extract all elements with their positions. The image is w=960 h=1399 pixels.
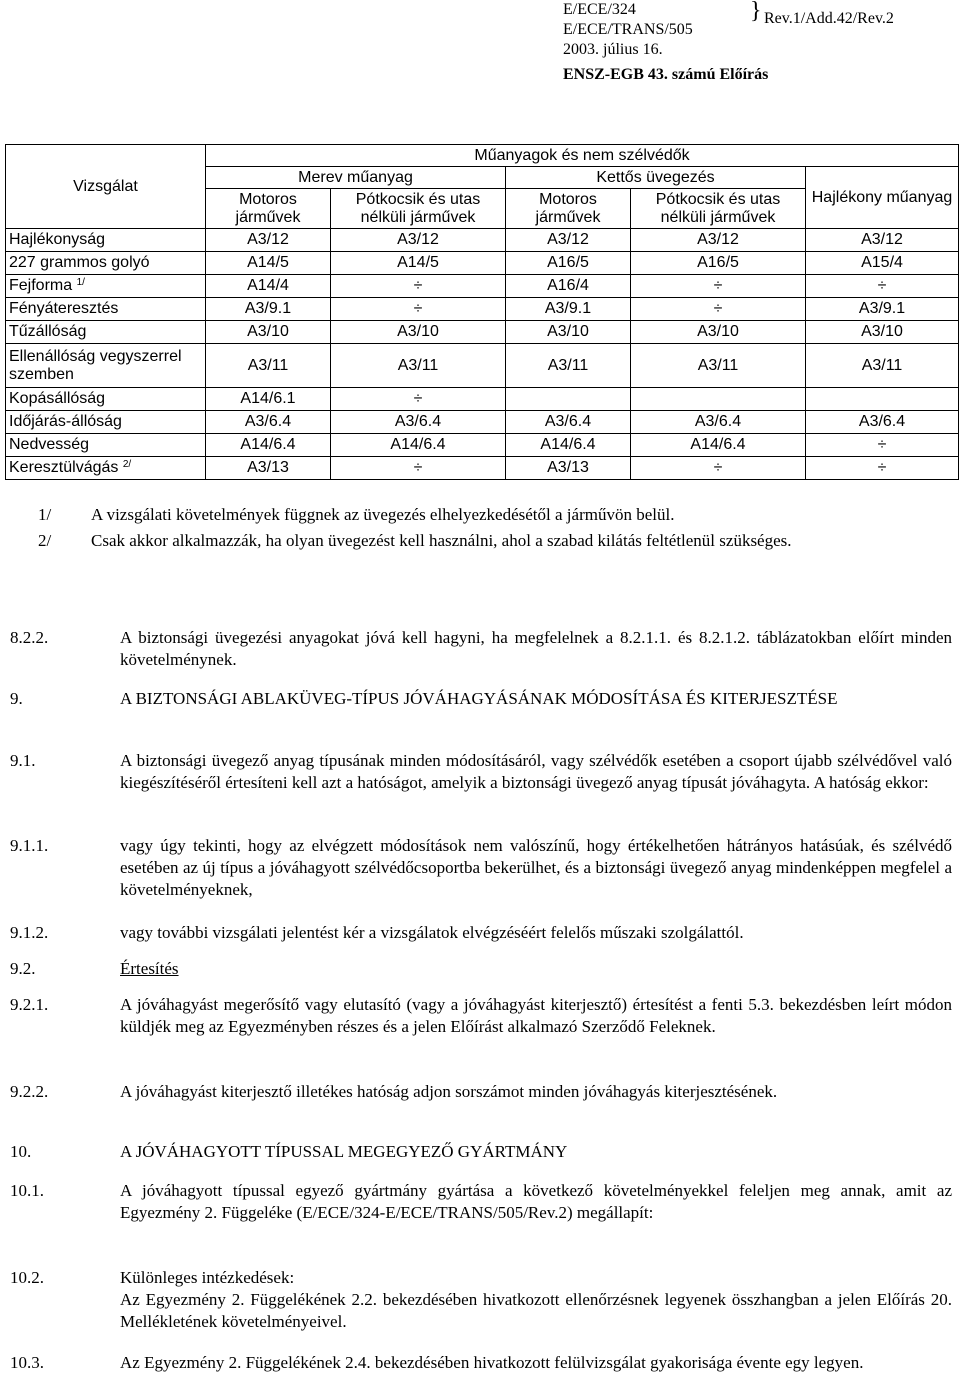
paragraph-9-1-1 [10,835,952,901]
table-cell: A14/5 [206,252,331,275]
table-cell: A3/10 [506,321,631,344]
paragraph-10-1 [10,1180,952,1224]
subsection-heading: Értesítés [120,959,179,978]
revision-label: Rev.1/Add.42/Rev.2 [764,10,894,27]
table-cell: ÷ [806,275,959,298]
table-cell: A3/9.1 [506,298,631,321]
row-label [6,344,206,388]
table-cell: A3/12 [631,229,806,252]
row-label-text: Kopásállóság [9,390,106,407]
table-row [6,344,959,388]
row-label [6,252,206,275]
header-trailer-1: Pótkocsik és utas nélküli járművek [331,189,506,229]
table-row [6,388,959,411]
section-heading: A BIZTONSÁGI ABLAKÜVEG-TÍPUS JÓVÁHAGYÁSÁNAK MÓDOSÍTÁSA ÉS KITERJESZTÉSE [120,689,838,708]
table-cell: A3/9.1 [806,298,959,321]
heading-9 [10,688,952,710]
table-cell: A14/6.4 [631,434,806,457]
test-requirements-table [5,144,959,480]
row-label-text: Fényáteresztés [9,300,119,317]
table-row [6,457,959,480]
table-cell: A3/6.4 [331,411,506,434]
table-cell: ÷ [806,434,959,457]
paragraph-number: 10.1. [10,1181,44,1200]
row-label [6,434,206,457]
paragraph-number: 9.1. [10,751,36,770]
row-label-text: Ellenállóság vegyszerrel szemben [9,347,182,383]
header-vizsgalat: Vizsgálat [6,145,206,229]
table-cell: A3/11 [506,344,631,388]
paragraph-9-2-2 [10,1081,952,1103]
paragraph-text: vagy úgy tekinti, hogy az elvégzett módosítások nem valószínű, hogy értékelhetően hátrányos hatásúak, és szélvédő esetében az új típus a jóváhagyott szélvédőcsoportba bekerülhet, és a biztonsági üvegező anyag mindenképpen megfelel a követelményeknek, [120,836,952,899]
table-cell: A3/6.4 [806,411,959,434]
table-cell: A15/4 [806,252,959,275]
paragraph-9-1-2 [10,922,952,944]
paragraph-number: 9.1.2. [10,923,49,942]
table-cell: A3/11 [206,344,331,388]
footnote-ref: 2/ [122,459,132,470]
table-cell: ÷ [331,457,506,480]
row-label [6,298,206,321]
table-cell: A16/5 [631,252,806,275]
table-cell: A3/10 [331,321,506,344]
footnote-text: A vizsgálati követelmények függnek az üvegezés elhelyezkedésétől a járművön belül. [91,505,675,524]
row-label [6,275,206,298]
table-row [6,252,959,275]
header-motor-1: Motoros járművek [206,189,331,229]
header-trailer-2: Pótkocsik és utas nélküli járművek [631,189,806,229]
table-cell: A3/13 [506,457,631,480]
table-cell: ÷ [331,275,506,298]
footnote-1 [38,504,952,526]
table-cell: A3/10 [806,321,959,344]
table-row [6,298,959,321]
header-group: Műanyagok és nem szélvédők [206,145,959,167]
table-cell: ÷ [331,388,506,411]
paragraph-text: vagy további vizsgálati jelentést kér a vizsgálatok elvégzéséért felelős műszaki szolgálattól. [120,923,744,942]
document-symbol [563,0,693,60]
table-cell: A3/9.1 [206,298,331,321]
row-label-text: Fejforma [9,277,73,294]
table-cell: A3/12 [206,229,331,252]
paragraph-number: 9.2.1. [10,995,49,1014]
regulation-title: ENSZ-EGB 43. számú Előírás [563,66,769,83]
table-cell: A14/4 [206,275,331,298]
table-cell: A16/4 [506,275,631,298]
paragraph-number: 8.2.2. [10,628,49,647]
paragraph-number: 9.2. [10,959,36,978]
row-label-text: Nedvesség [9,436,90,453]
table-cell: ÷ [806,457,959,480]
table-cell: A3/12 [806,229,959,252]
table-cell: A3/12 [331,229,506,252]
header-rigid: Merev műanyag [206,167,506,189]
paragraph-9-2-1 [10,994,952,1038]
row-label-text: 227 grammos golyó [9,254,150,271]
footnote-number: 1/ [38,505,52,524]
paragraph-10-2 [10,1267,952,1333]
table-cell: A3/11 [331,344,506,388]
paragraph-number: 9.1.1. [10,836,49,855]
table-cell: ÷ [631,298,806,321]
table-cell: A14/5 [331,252,506,275]
table-cell: A3/6.4 [506,411,631,434]
header-motor-2: Motoros járművek [506,189,631,229]
heading-10 [10,1141,952,1163]
symbol-line-2: E/ECE/TRANS/505 [563,21,693,38]
table-cell: ÷ [631,457,806,480]
footnote-ref: 1/ [76,277,85,288]
table-row [6,321,959,344]
table-cell: A14/6.4 [506,434,631,457]
brace: } [750,0,762,24]
row-label [6,457,206,480]
table-cell: ÷ [331,298,506,321]
paragraph-text: Az Egyezmény 2. Függelékének 2.4. bekezdésében hivatkozott felülvizsgálat gyakorisága évente egy legyen. [120,1353,864,1372]
row-label-text: Hajlékonyság [9,231,106,248]
paragraph-text: A jóváhagyást megerősítő vagy elutasító (vagy a jóváhagyást kiterjesztő) értesítést a fenti 5.3. bekezdésben leírt módon küldjék meg az Egyezményben részes és a jelen Előírást alkalmazó Szerződő Feleknek. [120,995,952,1036]
table-cell: ÷ [631,275,806,298]
paragraph-text: A biztonsági üvegezési anyagokat jóvá kell hagyni, ha megfelelnek a 8.2.1.1. és 8.2.1.2. táblázatokban előírt minden követelménynek. [120,628,952,669]
footnote-2 [38,530,952,552]
paragraph-number: 10.2. [10,1268,44,1287]
table-cell [506,388,631,411]
table-cell: A14/6.1 [206,388,331,411]
table-cell: A3/10 [206,321,331,344]
header-flexible: Hajlékony műanyag [806,167,959,229]
footnote-text: Csak akkor alkalmazzák, ha olyan üvegezést kell használni, ahol a szabad kilátás feltétlenül szükséges. [91,531,792,550]
table-row [6,275,959,298]
paragraph-text-continued: Az Egyezmény 2. Függelékének 2.2. bekezdésében hivatkozott ellenőrzésnek legyenek összhangban a jelen Előírás 20. Mellékletének követelményeivel. [120,1290,952,1331]
table-row [6,229,959,252]
paragraph-10-3 [10,1352,952,1374]
table-cell: A3/11 [631,344,806,388]
paragraph-text: A jóváhagyást kiterjesztő illetékes hatóság adjon sorszámot minden jóváhagyás kiterjesztésének. [120,1082,778,1101]
paragraph-text: A jóváhagyott típussal egyező gyártmány gyártása a következő követelményekkel feleljen meg annak, amit az Egyezmény 2. Függeléke (E/ECE/324-E/ECE/TRANS/505/Rev.2) megállapít: [120,1181,952,1222]
footnote-number: 2/ [38,531,52,550]
header-double: Kettős üvegezés [506,167,806,189]
date: 2003. július 16. [563,41,663,58]
table-cell: A14/6.4 [331,434,506,457]
heading-9-2 [10,958,952,980]
row-label-text: Időjárás-állóság [9,413,122,430]
paragraph-8-2-2 [10,627,952,671]
section-heading: A JÓVÁHAGYOTT TÍPUSSAL MEGEGYEZŐ GYÁRTMÁNY [120,1142,568,1161]
paragraph-number: 9. [10,689,23,708]
table-cell: A3/12 [506,229,631,252]
row-label [6,229,206,252]
table-cell: A14/6.4 [206,434,331,457]
row-label [6,411,206,434]
row-label [6,388,206,411]
row-label-text: Keresztülvágás [9,459,119,476]
table-row [6,434,959,457]
paragraph-text: Különleges intézkedések: [120,1268,295,1287]
row-label-text: Tűzállóság [9,323,87,340]
paragraph-number: 9.2.2. [10,1082,49,1101]
row-label [6,321,206,344]
table-cell: A16/5 [506,252,631,275]
table-row [6,411,959,434]
table-cell [631,388,806,411]
table-cell: A3/10 [631,321,806,344]
table-cell [806,388,959,411]
symbol-line-1: E/ECE/324 [563,1,636,18]
paragraph-9-1 [10,750,952,794]
table-cell: A3/6.4 [631,411,806,434]
paragraph-text: A biztonsági üvegező anyag típusának minden módosításáról, vagy szélvédők esetében a csoport újabb szélvédővel való kiegészítéséről értesíteni kell azt a hatóságot, amelyik a biztonsági üvegező anyag típusát jóváhagyta. A hatóság ekkor: [120,751,952,792]
table-cell: A3/11 [806,344,959,388]
table-cell: A3/13 [206,457,331,480]
paragraph-number: 10.3. [10,1353,44,1372]
table-cell: A3/6.4 [206,411,331,434]
paragraph-number: 10. [10,1142,32,1161]
